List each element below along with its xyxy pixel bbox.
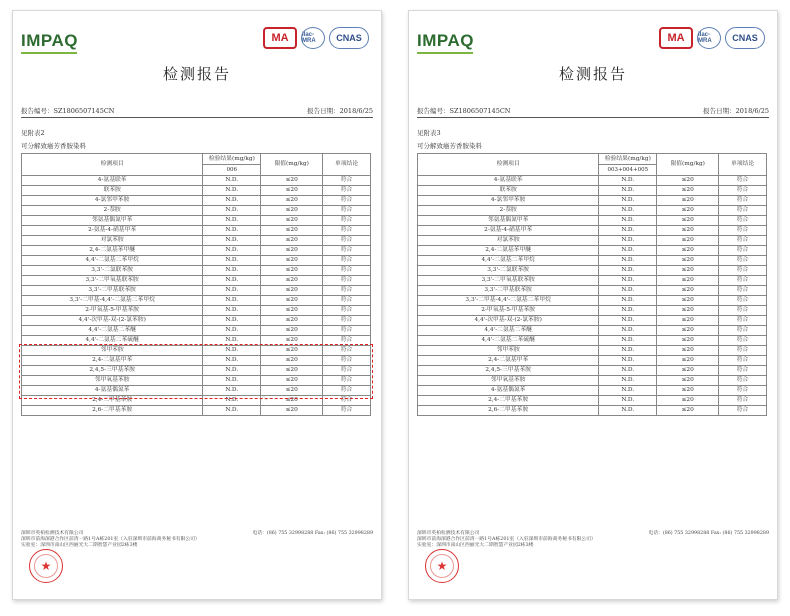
row-item: 3,3'-二甲基联苯胺 [22,286,203,296]
ilac-mra-icon: ilac-MRA [697,27,721,49]
row-limit: ≤20 [261,336,323,346]
row-conclusion: 符合 [323,406,371,416]
row-item: 2-萘胺 [22,206,203,216]
table-row [418,366,767,376]
row-limit: ≤20 [657,246,719,256]
impaq-logo: IMPAQ [417,31,474,54]
impaq-logo: IMPAQ [21,31,78,54]
row-item: 4-氨基偶氮苯 [22,386,203,396]
row-conclusion: 符合 [719,396,767,406]
table-row [22,196,371,206]
row-conclusion: 符合 [323,276,371,286]
row-item: 2-甲氧基-5-甲基苯胺 [418,306,599,316]
company-seal-icon: ★ [425,549,459,583]
row-item: 4,4'-二氨基二苯醚 [418,326,599,336]
row-conclusion: 符合 [323,186,371,196]
col-header-result: 检验结果(mg/kg) [599,154,657,165]
row-result: N.D. [599,396,657,406]
row-conclusion: 符合 [323,306,371,316]
row-item: 4-氯邻甲苯胺 [418,196,599,206]
row-result: N.D. [203,376,261,386]
table-row [418,306,767,316]
certification-logos [659,27,765,49]
results-table [417,153,767,416]
table-row [418,206,767,216]
row-conclusion: 符合 [719,326,767,336]
row-result: N.D. [203,396,261,406]
row-conclusion: 符合 [719,236,767,246]
row-limit: ≤20 [261,176,323,186]
footer-address: 深圳市前海深港合作区前湾一路1号A栋201室（入驻深圳市前海商务秘书有限公司） [21,537,200,542]
row-item: 4,4'-二氨基二苯甲烷 [22,256,203,266]
row-conclusion: 符合 [719,206,767,216]
row-limit: ≤20 [261,356,323,366]
row-result: N.D. [599,206,657,216]
row-limit: ≤20 [657,236,719,246]
row-conclusion: 符合 [719,316,767,326]
table-row [22,306,371,316]
section-subtitle: 可分解致癌芳香胺染料 [21,142,86,150]
row-limit: ≤20 [261,376,323,386]
footer-phone: 电话：(86) 755 32998288 Fax: (86) 755 32998289 [252,531,373,536]
col-header-limit: 限值(mg/kg) [657,154,719,176]
row-item: 4,4'-二氨基二苯甲烷 [418,256,599,266]
row-conclusion: 符合 [323,376,371,386]
row-result: N.D. [203,256,261,266]
table-row [22,296,371,306]
row-item: 4-氨基联苯 [418,176,599,186]
row-result: N.D. [203,176,261,186]
ilac-mra-icon: ilac-MRA [301,27,325,49]
table-row [418,236,767,246]
row-result: N.D. [599,226,657,236]
row-item: 2-氨基-4-硝基甲苯 [22,226,203,236]
row-result: N.D. [203,316,261,326]
row-limit: ≤20 [261,286,323,296]
row-limit: ≤20 [657,186,719,196]
row-item: 2,4-二甲基苯胺 [22,396,203,406]
row-limit: ≤20 [261,306,323,316]
col-header-sample: 006 [203,165,261,176]
row-conclusion: 符合 [719,376,767,386]
row-result: N.D. [599,176,657,186]
row-conclusion: 符合 [719,356,767,366]
row-limit: ≤20 [657,366,719,376]
row-result: N.D. [203,196,261,206]
row-result: N.D. [599,366,657,376]
row-result: N.D. [599,356,657,366]
row-limit: ≤20 [657,376,719,386]
table-row [418,266,767,276]
row-conclusion: 符合 [719,276,767,286]
row-limit: ≤20 [261,316,323,326]
row-conclusion: 符合 [719,336,767,346]
header-divider [417,117,769,118]
table-row [418,216,767,226]
row-result: N.D. [599,266,657,276]
row-result: N.D. [599,296,657,306]
row-result: N.D. [599,286,657,296]
table-row [418,406,767,416]
report-date: 报告日期：2018/6/25 [307,107,373,115]
row-limit: ≤20 [261,236,323,246]
row-conclusion: 符合 [719,266,767,276]
row-limit: ≤20 [261,256,323,266]
row-limit: ≤20 [657,336,719,346]
row-item: 3,3'-二甲基-4,4'-二氨基二苯甲烷 [418,296,599,306]
row-result: N.D. [599,236,657,246]
table-row [418,326,767,336]
row-limit: ≤20 [657,346,719,356]
row-result: N.D. [203,236,261,246]
row-result: N.D. [203,276,261,286]
row-item: 4,4'-次甲基-双-(2-氯苯胺) [418,316,599,326]
row-result: N.D. [599,196,657,206]
appendix-label: 见附表2 [21,129,45,137]
row-conclusion: 符合 [719,196,767,206]
page-footer [417,531,769,549]
row-conclusion: 符合 [719,186,767,196]
row-limit: ≤20 [657,286,719,296]
row-item: 4-氨基联苯 [22,176,203,186]
table-row [22,266,371,276]
cma-mark-icon: MA [659,27,693,49]
row-conclusion: 符合 [719,256,767,266]
col-header-sample: 003+004+005 [599,165,657,176]
row-result: N.D. [203,366,261,376]
row-limit: ≤20 [657,356,719,366]
row-result: N.D. [599,346,657,356]
row-item: 4,4'-二氨基二苯硫醚 [22,336,203,346]
row-limit: ≤20 [261,206,323,216]
report-page-right [408,10,778,600]
row-limit: ≤20 [261,226,323,236]
certification-logos [263,27,369,49]
row-limit: ≤20 [261,196,323,206]
row-result: N.D. [203,216,261,226]
row-conclusion: 符合 [719,216,767,226]
row-result: N.D. [203,306,261,316]
row-result: N.D. [599,376,657,386]
row-result: N.D. [599,276,657,286]
row-limit: ≤20 [657,256,719,266]
row-item: 3,3'-二氯联苯胺 [418,266,599,276]
section-subtitle: 可分解致癌芳香胺染料 [417,142,482,150]
row-conclusion: 符合 [719,306,767,316]
table-row [418,186,767,196]
row-conclusion: 符合 [719,176,767,186]
row-limit: ≤20 [261,266,323,276]
row-conclusion: 符合 [323,266,371,276]
row-item: 2,4,5-三甲基苯胺 [418,366,599,376]
row-item: 2-甲氧基-5-甲基苯胺 [22,306,203,316]
report-number: 报告编号：SZ1806507145CN [417,107,511,115]
row-conclusion: 符合 [719,246,767,256]
col-header-item: 检测项目 [22,154,203,176]
row-result: N.D. [203,346,261,356]
row-limit: ≤20 [657,316,719,326]
row-limit: ≤20 [657,296,719,306]
row-item: 3,3'-二氯联苯胺 [22,266,203,276]
table-row [418,296,767,306]
row-item: 邻甲氧基苯胺 [418,376,599,386]
row-item: 4,4'-次甲基-双-(2-氯苯胺) [22,316,203,326]
row-conclusion: 符合 [719,346,767,356]
page-footer [21,531,373,549]
row-conclusion: 符合 [323,296,371,306]
table-row [418,316,767,326]
row-conclusion: 符合 [323,196,371,206]
row-conclusion: 符合 [323,396,371,406]
row-item: 对氯苯胺 [22,236,203,246]
row-item: 邻甲苯胺 [22,346,203,356]
row-conclusion: 符合 [719,386,767,396]
table-row [22,276,371,286]
row-limit: ≤20 [657,306,719,316]
row-result: N.D. [203,296,261,306]
row-item: 2,6-二甲基苯胺 [22,406,203,416]
row-conclusion: 符合 [719,366,767,376]
row-limit: ≤20 [657,206,719,216]
footer-phone: 电话：(86) 755 32998288 Fax: (86) 755 32998289 [648,531,769,536]
table-row [22,286,371,296]
row-result: N.D. [203,266,261,276]
row-conclusion: 符合 [323,366,371,376]
col-header-conclusion: 单项结论 [719,154,767,176]
row-limit: ≤20 [261,386,323,396]
header-divider [21,117,373,118]
report-meta [409,106,777,115]
table-row [22,206,371,216]
table-row [22,176,371,186]
company-seal-icon: ★ [29,549,63,583]
table-row [418,276,767,286]
row-result: N.D. [203,246,261,256]
row-item: 2,4-二氨基甲苯 [22,356,203,366]
row-item: 邻氨基偶氮甲苯 [418,216,599,226]
row-item: 2,4-二氨基甲苯 [418,356,599,366]
row-conclusion: 符合 [323,176,371,186]
row-conclusion: 符合 [323,316,371,326]
table-row [418,226,767,236]
table-row [22,406,371,416]
table-row [22,246,371,256]
row-conclusion: 符合 [323,246,371,256]
table-row [22,236,371,246]
table-row [22,326,371,336]
row-limit: ≤20 [261,186,323,196]
row-result: N.D. [599,256,657,266]
page-header [13,11,381,55]
row-item: 2,6-二甲基苯胺 [418,406,599,416]
row-item: 2,4-二氨基苯甲醚 [418,246,599,256]
row-result: N.D. [599,406,657,416]
row-conclusion: 符合 [323,336,371,346]
row-conclusion: 符合 [323,326,371,336]
results-table-body [418,176,767,416]
appendix-label: 见附表3 [417,129,441,137]
table-row [22,216,371,226]
cnas-icon: CNAS [725,27,765,49]
row-limit: ≤20 [261,326,323,336]
row-item: 3,3'-二甲氧基联苯胺 [418,276,599,286]
row-result: N.D. [599,316,657,326]
row-conclusion: 符合 [719,296,767,306]
table-row [418,376,767,386]
row-item: 4,4'-二氨基二苯醚 [22,326,203,336]
row-conclusion: 符合 [323,346,371,356]
report-date: 报告日期：2018/6/25 [703,107,769,115]
row-limit: ≤20 [261,216,323,226]
col-header-result: 检验结果(mg/kg) [203,154,261,165]
table-row [418,396,767,406]
row-result: N.D. [203,356,261,366]
row-limit: ≤20 [261,246,323,256]
table-row [22,316,371,326]
row-conclusion: 符合 [719,286,767,296]
table-row [418,386,767,396]
col-header-limit: 限值(mg/kg) [261,154,323,176]
row-result: N.D. [203,326,261,336]
footer-company: 深圳市英柏检测技术有限公司 [417,531,480,536]
row-item: 2,4-二氨基苯甲醚 [22,246,203,256]
row-limit: ≤20 [657,266,719,276]
col-header-conclusion: 单项结论 [323,154,371,176]
table-row [418,176,767,186]
row-limit: ≤20 [657,196,719,206]
highlight-box [19,344,373,399]
row-result: N.D. [599,326,657,336]
table-row [418,256,767,266]
row-limit: ≤20 [261,276,323,286]
row-result: N.D. [203,406,261,416]
row-item: 3,3'-二甲基联苯胺 [418,286,599,296]
row-result: N.D. [203,336,261,346]
row-result: N.D. [203,286,261,296]
table-row [22,256,371,266]
row-item: 2-萘胺 [418,206,599,216]
table-row [418,346,767,356]
row-item: 邻氨基偶氮甲苯 [22,216,203,226]
cma-mark-icon: MA [263,27,297,49]
row-result: N.D. [203,206,261,216]
row-item: 4-氨基偶氮苯 [418,386,599,396]
report-title: 检测报告 [558,65,627,83]
row-result: N.D. [203,186,261,196]
row-item: 对氯苯胺 [418,236,599,246]
table-row [418,336,767,346]
row-result: N.D. [599,386,657,396]
report-meta [13,106,381,115]
row-result: N.D. [203,386,261,396]
table-row [22,186,371,196]
row-conclusion: 符合 [719,226,767,236]
report-title: 检测报告 [162,65,231,83]
row-conclusion: 符合 [323,216,371,226]
row-limit: ≤20 [261,296,323,306]
row-conclusion: 符合 [323,386,371,396]
row-item: 4-氯邻甲苯胺 [22,196,203,206]
row-conclusion: 符合 [323,226,371,236]
row-conclusion: 符合 [323,256,371,266]
highlight-mark: 八 [261,394,268,402]
row-limit: ≤20 [261,366,323,376]
report-number: 报告编号：SZ1806507145CN [21,107,115,115]
row-item: 4,4'-二氨基二苯硫醚 [418,336,599,346]
footer-lab: 实验室：深圳市南山区西丽光大二期智慧产业园2栋3楼 [417,543,534,548]
table-row [418,246,767,256]
page-header [409,11,777,55]
row-limit: ≤20 [261,346,323,356]
row-item: 邻甲苯胺 [418,346,599,356]
footer-address: 深圳市前海深港合作区前湾一路1号A栋201室（入驻深圳市前海商务秘书有限公司） [417,537,596,542]
row-result: N.D. [599,246,657,256]
row-item: 2,4,5-三甲基苯胺 [22,366,203,376]
row-limit: ≤20 [657,216,719,226]
row-result: N.D. [599,336,657,346]
row-item: 联苯胺 [22,186,203,196]
row-result: N.D. [203,226,261,236]
table-row [418,196,767,206]
row-limit: ≤20 [261,396,323,406]
row-limit: ≤20 [657,406,719,416]
row-limit: ≤20 [657,176,719,186]
footer-lab: 实验室：深圳市南山区西丽光大二期智慧产业园2栋3楼 [21,543,138,548]
row-limit: ≤20 [657,226,719,236]
table-row [418,286,767,296]
row-conclusion: 符合 [323,236,371,246]
row-limit: ≤20 [657,386,719,396]
row-item: 3,3'-二甲氧基联苯胺 [22,276,203,286]
report-page-left [12,10,382,600]
row-item: 3,3'-二甲基-4,4'-二氨基二苯甲烷 [22,296,203,306]
row-conclusion: 符合 [719,406,767,416]
row-conclusion: 符合 [323,286,371,296]
row-result: N.D. [599,216,657,226]
row-limit: ≤20 [657,326,719,336]
row-item: 2-氨基-4-硝基甲苯 [418,226,599,236]
col-header-item: 检测项目 [418,154,599,176]
row-item: 2,4-二甲基苯胺 [418,396,599,406]
cnas-icon: CNAS [329,27,369,49]
row-conclusion: 符合 [323,356,371,366]
row-item: 邻甲氧基苯胺 [22,376,203,386]
row-item: 联苯胺 [418,186,599,196]
row-limit: ≤20 [261,406,323,416]
row-limit: ≤20 [657,396,719,406]
footer-company: 深圳市英柏检测技术有限公司 [21,531,84,536]
row-conclusion: 符合 [323,206,371,216]
row-result: N.D. [599,186,657,196]
table-row [418,356,767,366]
row-result: N.D. [599,306,657,316]
table-row [22,226,371,236]
row-limit: ≤20 [657,276,719,286]
